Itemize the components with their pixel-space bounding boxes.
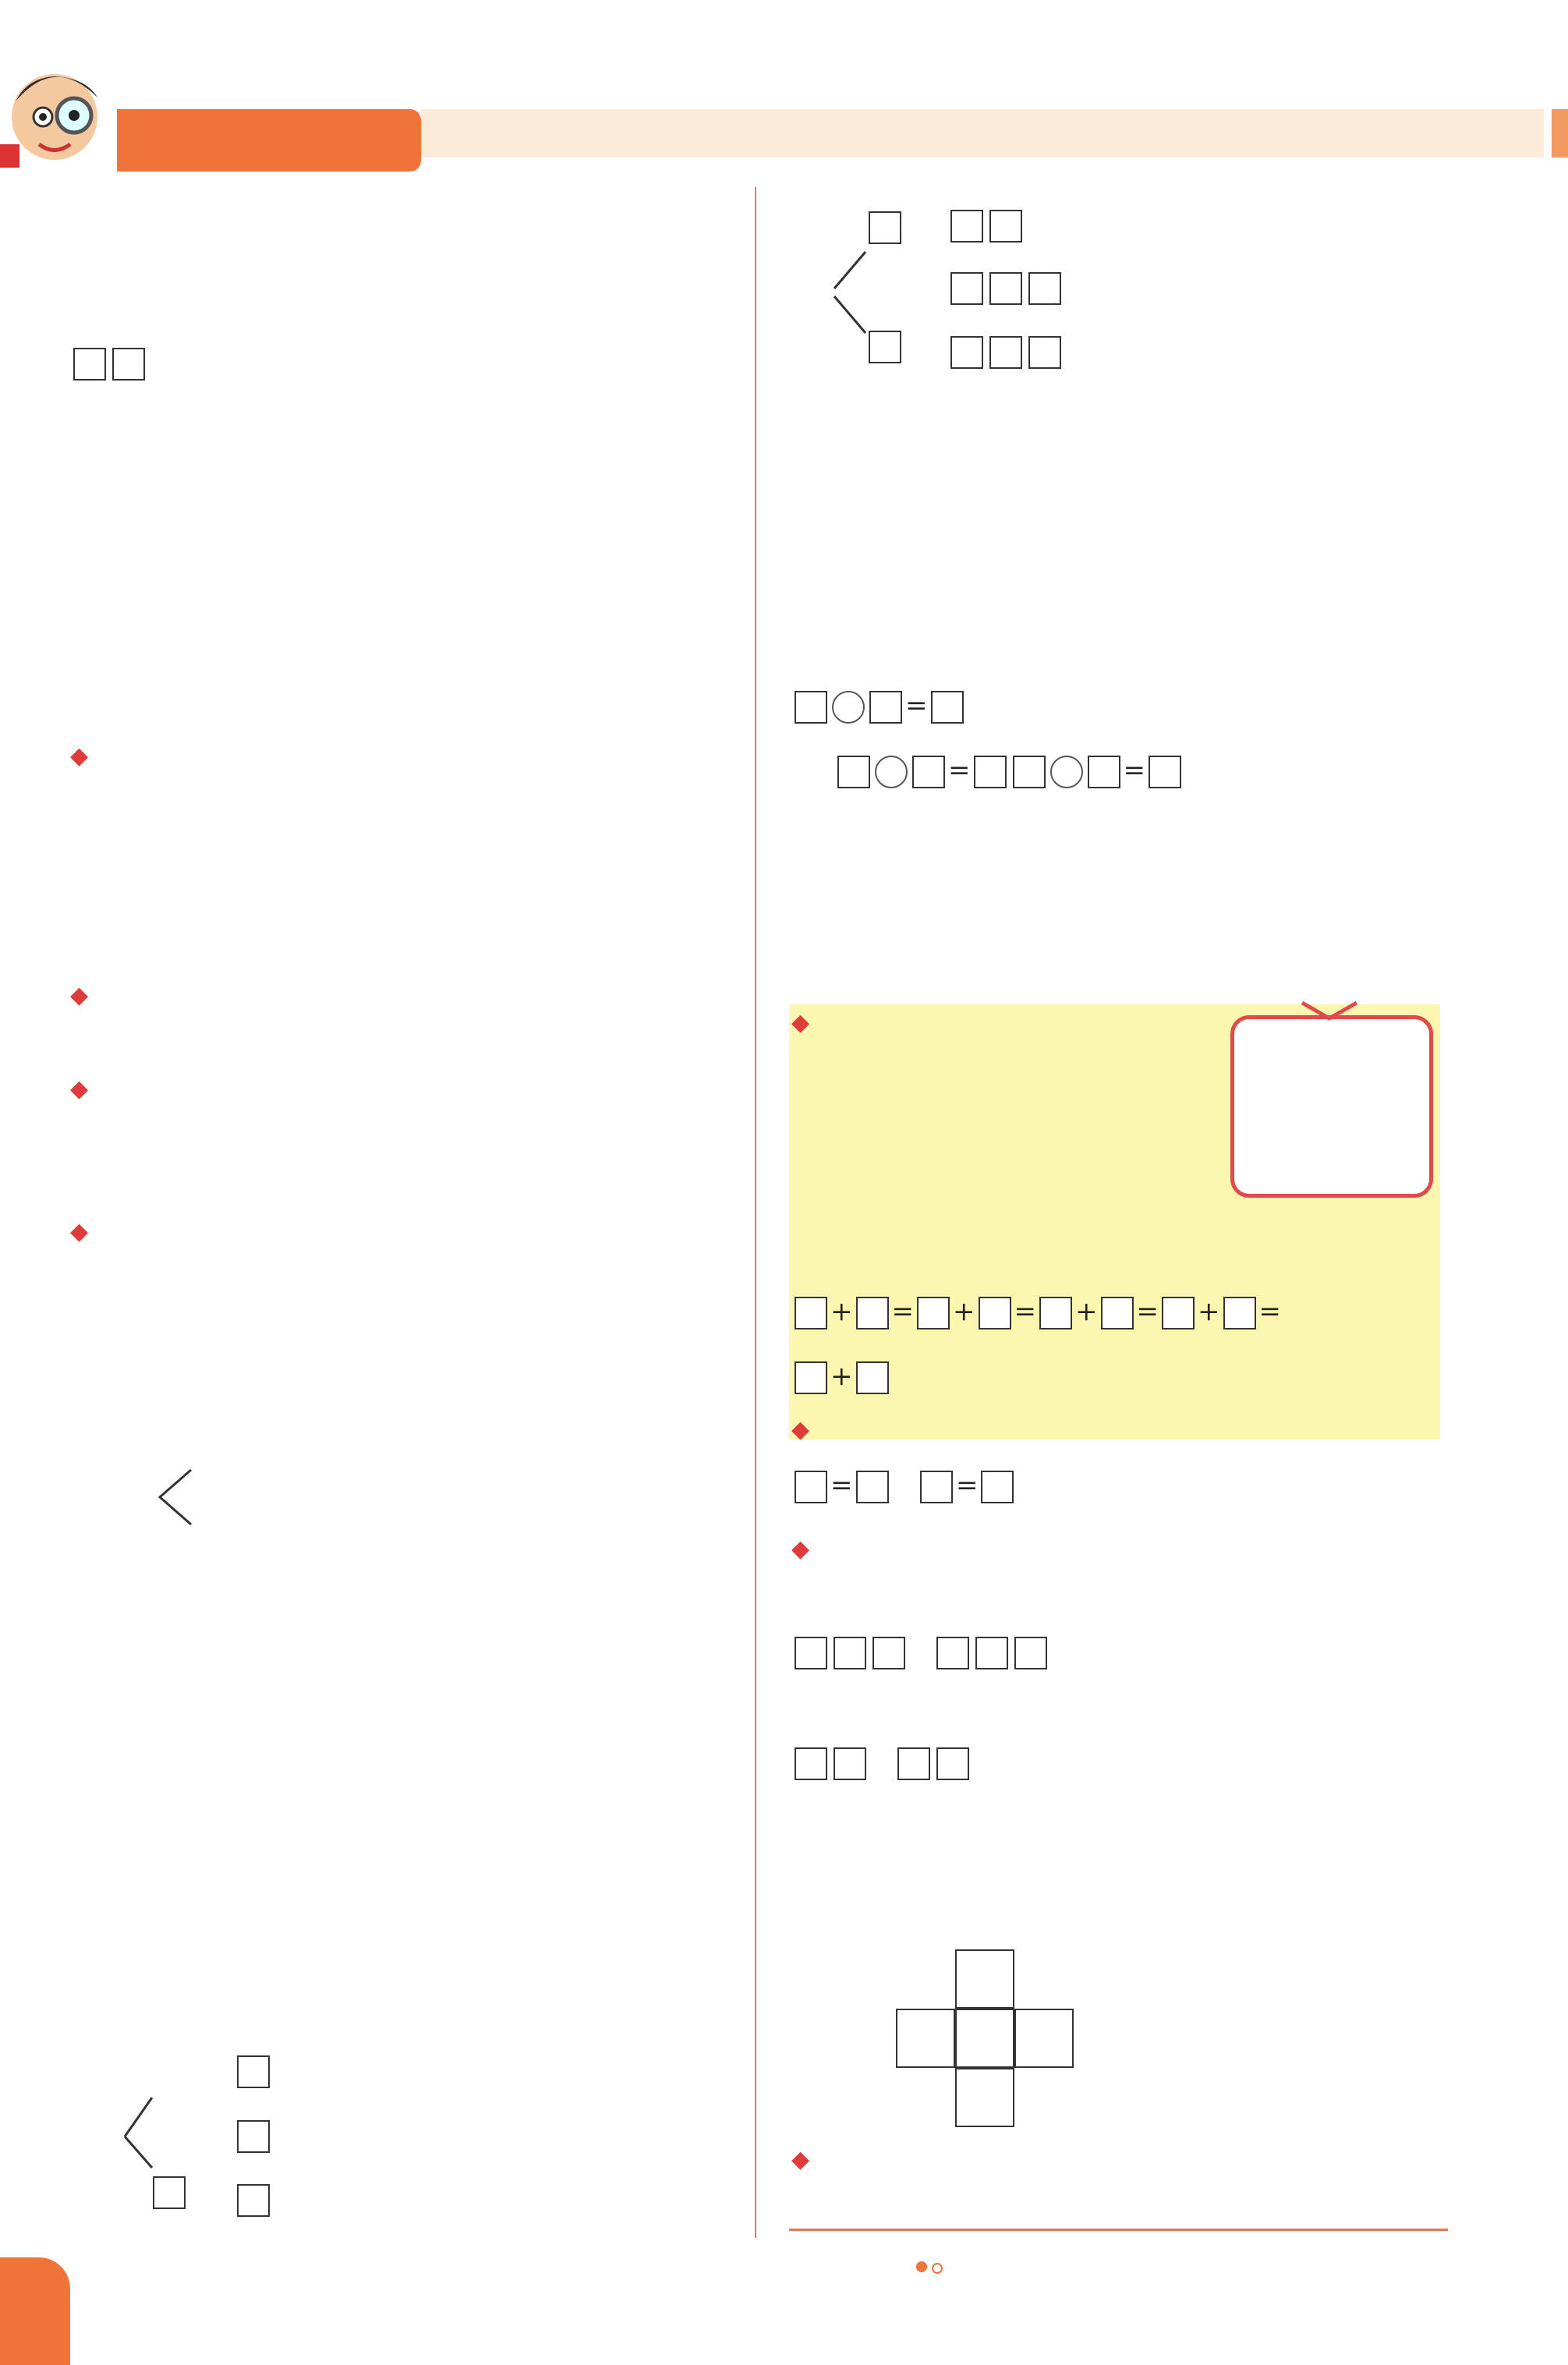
section-title-61: ◆: [70, 1075, 89, 1103]
r-eq2: [947, 271, 1064, 305]
think-line-1: ◆: [791, 1009, 810, 1036]
header-edge: [1552, 109, 1568, 158]
tv-antenna-icon: [1294, 1000, 1364, 1021]
split-bottom-wrap: [865, 330, 904, 363]
split-bracket: [156, 1466, 195, 1528]
section-title-13: ◆: [70, 1218, 89, 1245]
split-top-wrap: [865, 211, 904, 244]
r-eq3: [947, 335, 1064, 369]
cross-top: [955, 1949, 1014, 2009]
split-bottom: [869, 331, 901, 363]
s13-6-eq1: [234, 2055, 273, 2088]
s14-4: [791, 1747, 972, 1780]
split-lines: [121, 2090, 168, 2176]
mascot-icon: [0, 55, 125, 172]
q11-line: [70, 347, 148, 381]
s14-2: [791, 1636, 1050, 1669]
r-q10-b: = =: [834, 755, 1184, 788]
s13-6-bottom-wrap: [150, 2176, 189, 2209]
cross-right: [1014, 2009, 1074, 2068]
page-tab: [0, 2257, 70, 2365]
footer-dot-2: [932, 2263, 943, 2274]
footer-dot: [916, 2261, 927, 2272]
split-lines-right: [830, 246, 877, 339]
s13-6-bottom: [153, 2176, 186, 2209]
s13-6-eq3: [234, 2183, 273, 2217]
s65-eq: = =: [791, 1470, 1017, 1503]
cross-bottom: [955, 2068, 1014, 2127]
think-eq: + = + = + = + =: [791, 1296, 1281, 1329]
section-title-67: ◆: [791, 2146, 810, 2173]
section-title-14: ◆: [791, 1535, 810, 1563]
r-eq1: [947, 209, 1025, 243]
cross-left: [896, 2009, 955, 2068]
qr-code-icon[interactable]: [1272, 1029, 1413, 1170]
think-eq-2: +: [791, 1361, 892, 1394]
split-top: [869, 211, 901, 244]
r-q10-a: =: [791, 690, 967, 724]
column-divider: [755, 187, 756, 2238]
bottom-rule: [789, 2229, 1448, 2231]
section-title-12: ◆: [70, 742, 89, 770]
brand-banner: [117, 109, 421, 172]
header-band: [421, 109, 1544, 158]
cross-center: [955, 2009, 1014, 2068]
s13-6-eq2: [234, 2119, 273, 2153]
section-title-60: ◆: [70, 982, 89, 1009]
section-title-65: ◆: [791, 1416, 810, 1443]
